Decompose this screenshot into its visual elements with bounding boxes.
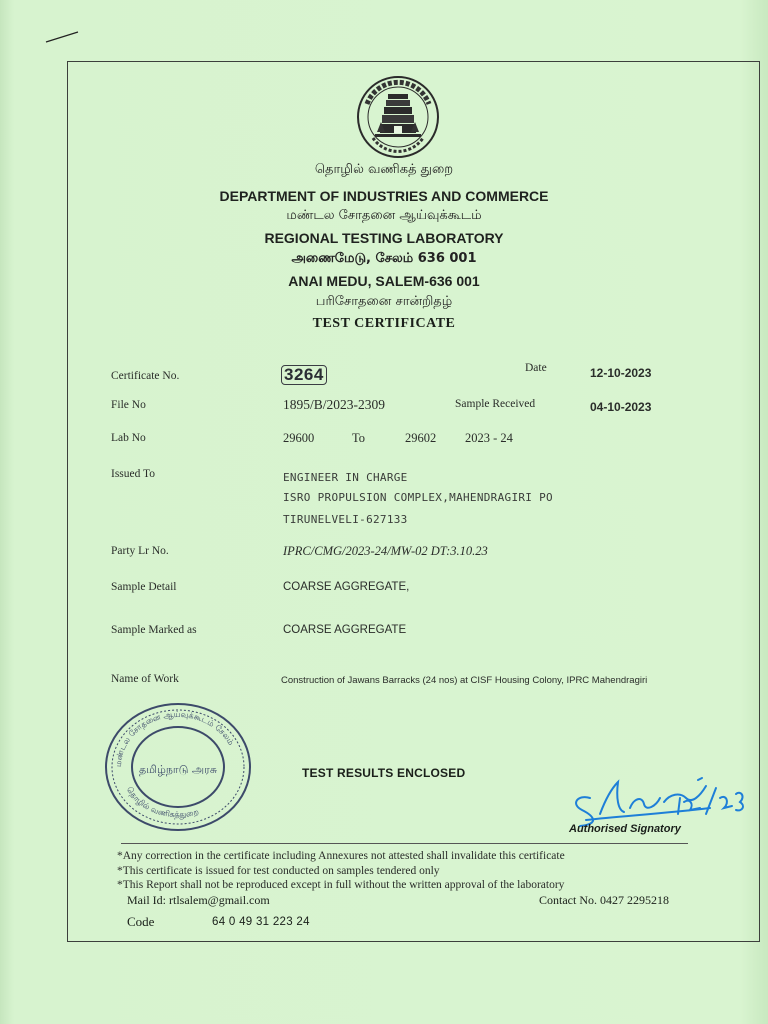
sample-detail-value: COARSE AGGREGATE, [283,581,410,593]
issued-to-line-2: ISRO PROPULSION COMPLEX,MAHENDRAGIRI PO [283,491,553,504]
address-tamil: அணைமேடு, சேலம் 636 001 [291,251,477,266]
note-line-3: *This Report shall not be reproduced except in full without the written approval of the laboratory [117,879,565,891]
note-line-2: *This certificate is issued for test conducted on samples tendered only [117,865,440,877]
certificate-no-value: 3264 [281,365,327,385]
date-value: 12-10-2023 [590,366,652,380]
issued-to-line-3: TIRUNELVELI-627133 [283,513,408,526]
contact-number: Contact No. 0427 2295218 [539,893,669,907]
dept-name-tamil: தொழில் வணிகத் துறை [314,162,454,177]
certificate-title-tamil: பரிசோதனை சான்றிதழ் [315,294,453,309]
sample-received-value: 04-10-2023 [590,400,652,414]
tamil-nadu-emblem-icon [355,74,441,160]
sample-marked-value: COARSE AGGREGATE [283,624,407,636]
sample-detail-label: Sample Detail [111,581,177,593]
office-seal-stamp [103,701,253,833]
name-of-work-value: Construction of Jawans Barracks (24 nos) at CISF Housing Colony, IPRC Mahendragiri [281,675,648,686]
address-english: ANAI MEDU, SALEM-636 001 [288,273,480,289]
notes-divider [121,843,688,844]
certificate-no-label: Certificate No. [111,370,180,382]
file-no-label: File No [111,399,146,411]
party-lr-value: IPRC/CMG/2023-24/MW-02 DT:3.10.23 [283,544,488,558]
lab-no-to-word: To [352,431,366,445]
authorised-signatory: Authorised Signatory [569,823,681,835]
code-label: Code [127,914,155,929]
lab-name-tamil: மண்டல சோதனை ஆய்வுக்கூடம் [286,208,482,223]
certificate-title: TEST CERTIFICATE [312,316,456,331]
svg-text:தொழில் வணிகத்துறை: தொழில் வணிகத்துறை [124,785,200,820]
svg-text:தமிழ்நாடு அரசு: தமிழ்நாடு அரசு [138,763,218,776]
sample-marked-label: Sample Marked as [111,624,197,636]
note-line-1: *Any correction in the certificate including Annexures not attested shall invalidate this certificate [117,850,565,862]
test-results-enclosed: TEST RESULTS ENCLOSED [302,766,466,780]
mail-id: Mail Id: rtlsalem@gmail.com [127,893,270,907]
sample-received-label: Sample Received [455,398,536,410]
pen-mark [44,30,80,44]
lab-no-label: Lab No [111,432,146,444]
code-value: 64 0 49 31 223 24 [212,916,310,928]
party-lr-label: Party Lr No. [111,545,169,557]
issued-to-line-1: ENGINEER IN CHARGE [283,471,408,484]
lab-no-to: 29602 [405,431,437,445]
name-of-work-label: Name of Work [111,673,179,685]
dept-name-english: DEPARTMENT OF INDUSTRIES AND COMMERCE [219,188,549,204]
svg-text:மண்டல சோதனை ஆய்வுக்கூடம் சேலம்: மண்டல சோதனை ஆய்வுக்கூடம் சேலம் [113,709,236,768]
handwritten-signature [560,768,750,830]
issued-to-label: Issued To [111,468,156,480]
lab-name-english: REGIONAL TESTING LABORATORY [264,230,504,246]
date-label: Date [525,362,547,374]
lab-no-from: 29600 [283,431,315,445]
file-no-value: 1895/B/2023-2309 [283,397,386,412]
lab-year: 2023 - 24 [465,431,513,445]
